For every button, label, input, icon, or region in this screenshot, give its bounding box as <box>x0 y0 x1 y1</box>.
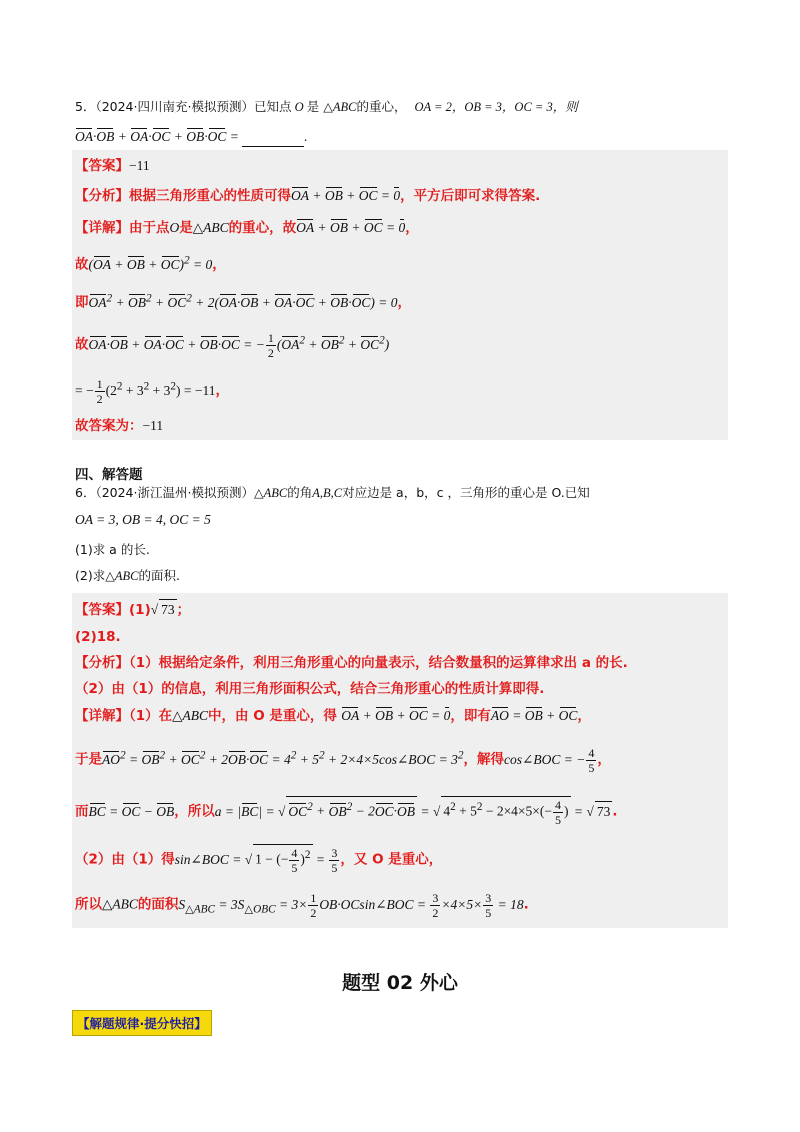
answer-blank <box>242 132 304 147</box>
q6-answer-1: 【答案】(1)√ 73 ； <box>75 599 190 620</box>
q6-analysis-1: 【分析】（1）根据给定条件，利用三角形重心的向量表示，结合数量积的运算律求出 a 的长. <box>75 655 628 671</box>
q5-analysis: 【分析】根据三角形重心的性质可得OA + OB + OC = 0，平方后即可求得答案. <box>75 188 541 204</box>
q5-conditions: OA = 2，OB = 3，OC = 3，则 <box>414 100 578 114</box>
q6-detail-2: 于是$AO^2 = OB^2 + OC^2 + 2OB\cdot OC = 4^2 + 5^2$ + 2×4×5cos∠BOC = $3^2$，解得cos∠BOC = − $\frac{4}{5}$ ， <box>75 745 611 775</box>
q5-final: 故答案为：−11 <box>75 418 164 434</box>
q6-detail-1: 【详解】（1）在△ABC中，由 O 是重心，得 OA + OB + OC = 0，即有AO = OB + OC， <box>75 708 591 724</box>
q5-answer: 【答案】−11 <box>75 158 150 174</box>
tips-badge: 【解题规律·提分快招】 <box>72 1010 212 1036</box>
q6-answer-2: (2)18. <box>75 629 121 645</box>
q6-analysis-2: （2）由（1）的信息，利用三角形面积公式，结合三角形重心的性质计算即得. <box>75 681 545 697</box>
q5-stem: 5．（2024·四川南充·模拟预测）已知点 O 是 △ABC的重心， OA = 2，OB = 3，OC = 3，则 <box>75 99 578 114</box>
q5-step-4: = − $\frac{1}{2}$ $(2^2 + 3^2 + 3^2) = -11$， <box>75 376 229 406</box>
q6-part1: (1)求 a 的长. <box>75 542 150 557</box>
q6-detail-4: （2）由（1）得sin∠BOC = √ 1 − (− $\frac{4}{5}$ )$^2$ = $\frac{3}{5}$ ，又 O 是重心， <box>75 844 442 875</box>
q5-step-3: 故OA·OB + OA·OC + OB·OC = − $\frac{1}{2}$ $(OA^2 + OB^2 + OC^2)$ <box>75 330 390 360</box>
q5-step-1: 故(OA + OB + OC)$^2$ = 0， <box>75 254 226 273</box>
q6-part2: (2)求△ABC的面积. <box>75 568 180 583</box>
q6-detail-3: 而BC = OC − OB，所以a = |BC| = √ $OC^2 + OB^2 - 2OC\cdot OB$ = √ $4^2 + 5^2 - 2\times 4\times 5\times(-$ $\frac{4}{5}$ ) = √ 73 . <box>75 796 617 827</box>
q6-given: OA = 3, OB = 4, OC = 5 <box>75 512 211 527</box>
section-heading: 四、解答题 <box>75 467 143 483</box>
q5-step-2: 即$OA^2 + OB^2 + OC^2 + 2(OA\cdot OB + OA\cdot OC + OB\cdot OC) = 0$， <box>75 292 412 311</box>
q5-detail: 【详解】由于点O是△ABC的重心，故OA + OB + OC = 0， <box>75 220 419 236</box>
q6-answer-box <box>72 593 728 928</box>
section-title: 题型 02 外心 <box>342 972 458 994</box>
q5-answer-box <box>72 150 728 440</box>
q6-detail-5: 所以△ABC的面积$S_{\triangle ABC} = 3S_{\triangle OBC} = 3\times$ $\frac{1}{2}$ OB·OCsin∠BOC = $\frac{3}{2}$ ×4×5× $\frac{3}{5}$ = 18. <box>75 891 529 920</box>
q5-expression: OA·OB + OA·OC + OB·OC = . <box>75 127 308 147</box>
q6-stem: 6．（2024·浙江温州·模拟预测）△ABC的角A,B,C对应边是 a，b，c ，三角形的重心是 O.已知 <box>75 485 590 500</box>
